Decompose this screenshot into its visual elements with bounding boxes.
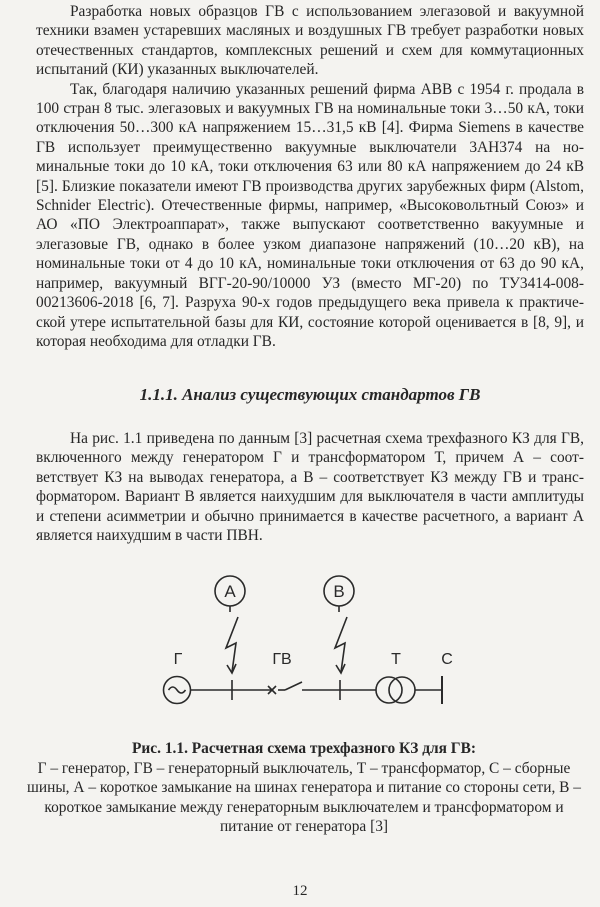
fault-b-label: В xyxy=(333,582,345,601)
transformer-winding-2 xyxy=(389,677,415,703)
paragraph-1: Разработка новых образцов ГВ с использованием элегазовой и вакуумной техники взамен устаревших масляных и воздушных ГВ требует разработки новых отечественных стандартов, комплексных решений и схем для коммутационных испытаний (КИ) указанных выключателей. xyxy=(36,3,584,79)
breaker-cross-b xyxy=(268,686,276,694)
figure-caption-text: Г – генератор, ГВ – генераторный выключатель, Т – трансформатор, С – сборные шины, А – короткое замыкание на шинах генератора и питание со стороны сети, В – короткое замыкание между генераторным выключателем и трансформатором и питание от генератора [3] xyxy=(27,759,581,836)
fault-a-label: А xyxy=(224,582,236,601)
breaker-blade xyxy=(285,682,302,690)
paragraph-2: Так, благодаря наличию указанных решений фирма АВВ с 1954 г. продала в 100 стран 8 тыс. элегазовых и вакуумных ГВ на номинальные токи 3…50 кА, токи отключения 50…300 кА напряжением 15…31,5 кВ [4]. Фирма Siemens в качестве ГВ использует преимущественно вакуумные выключатели 3АН374 на номинальные токи до 10 кА, токи отключения 63 или 80 кА напряжением до 24 кВ [5]. Близкие показатели имеют ГВ производства других зарубежных фирм (Alstom, Schnider Electric). Отечественные фирмы, например, «Высоковольтный Союз» и АО «ПО Электроаппарат», также выпускают соответственно вакуумные и элегазовые ГВ, однако в более узком диапазоне напряжений (10…20 кВ), на номинальные токи от 4 до 10 кА, номинальные токи отключения от 63 до 90 кА, например, вакуумный ВГГ-20-90/10000 УЗ (вместо МГ-20) по ТУ3414-008-00213606-2018 [6, 7]. Разруха 90-х годов предыдущего века привела к практической утере испытательной базы для КИ, состояние которой оценивается в [8, 9], и которая необходима для отладки ГВ. xyxy=(36,80,584,350)
generator-symbol xyxy=(164,677,191,704)
figure-caption-title: Рис. 1.1. Расчетная схема трехфазного КЗ для ГВ: xyxy=(132,740,476,757)
fault-a-arrow xyxy=(226,617,238,672)
figure-caption xyxy=(24,739,584,837)
fault-b-circle xyxy=(324,576,354,606)
breaker-label: ГВ xyxy=(272,651,292,668)
transformer-winding-1 xyxy=(376,677,402,703)
fault-b-arrow xyxy=(335,617,347,672)
fault-a-circle xyxy=(215,576,245,606)
page-number: 12 xyxy=(292,883,308,899)
breaker-cross-a xyxy=(268,686,276,694)
generator-sine xyxy=(169,687,186,693)
generator-label: Г xyxy=(173,651,183,668)
section-paragraph: На рис. 1.1 приведена по данным [3] расчетная схема трехфазного КЗ для ГВ, включенного между генератором Г и трансформатором Т, причем А – соответствует КЗ на выводах генератора, а В – соответствует КЗ между ГВ и трансформатором. Вариант В является наихудшим для выключателя в части амплитуды и степени асимметрии и обычно принимается в качестве расчетного, а вариант А является наихудшим в части ПВН. xyxy=(36,430,584,545)
section-heading: 1.1.1. Анализ существующих стандартов ГВ xyxy=(139,385,481,404)
page-body xyxy=(36,2,584,545)
transformer-label: Т xyxy=(391,651,401,668)
busbar-label: С xyxy=(441,651,453,668)
